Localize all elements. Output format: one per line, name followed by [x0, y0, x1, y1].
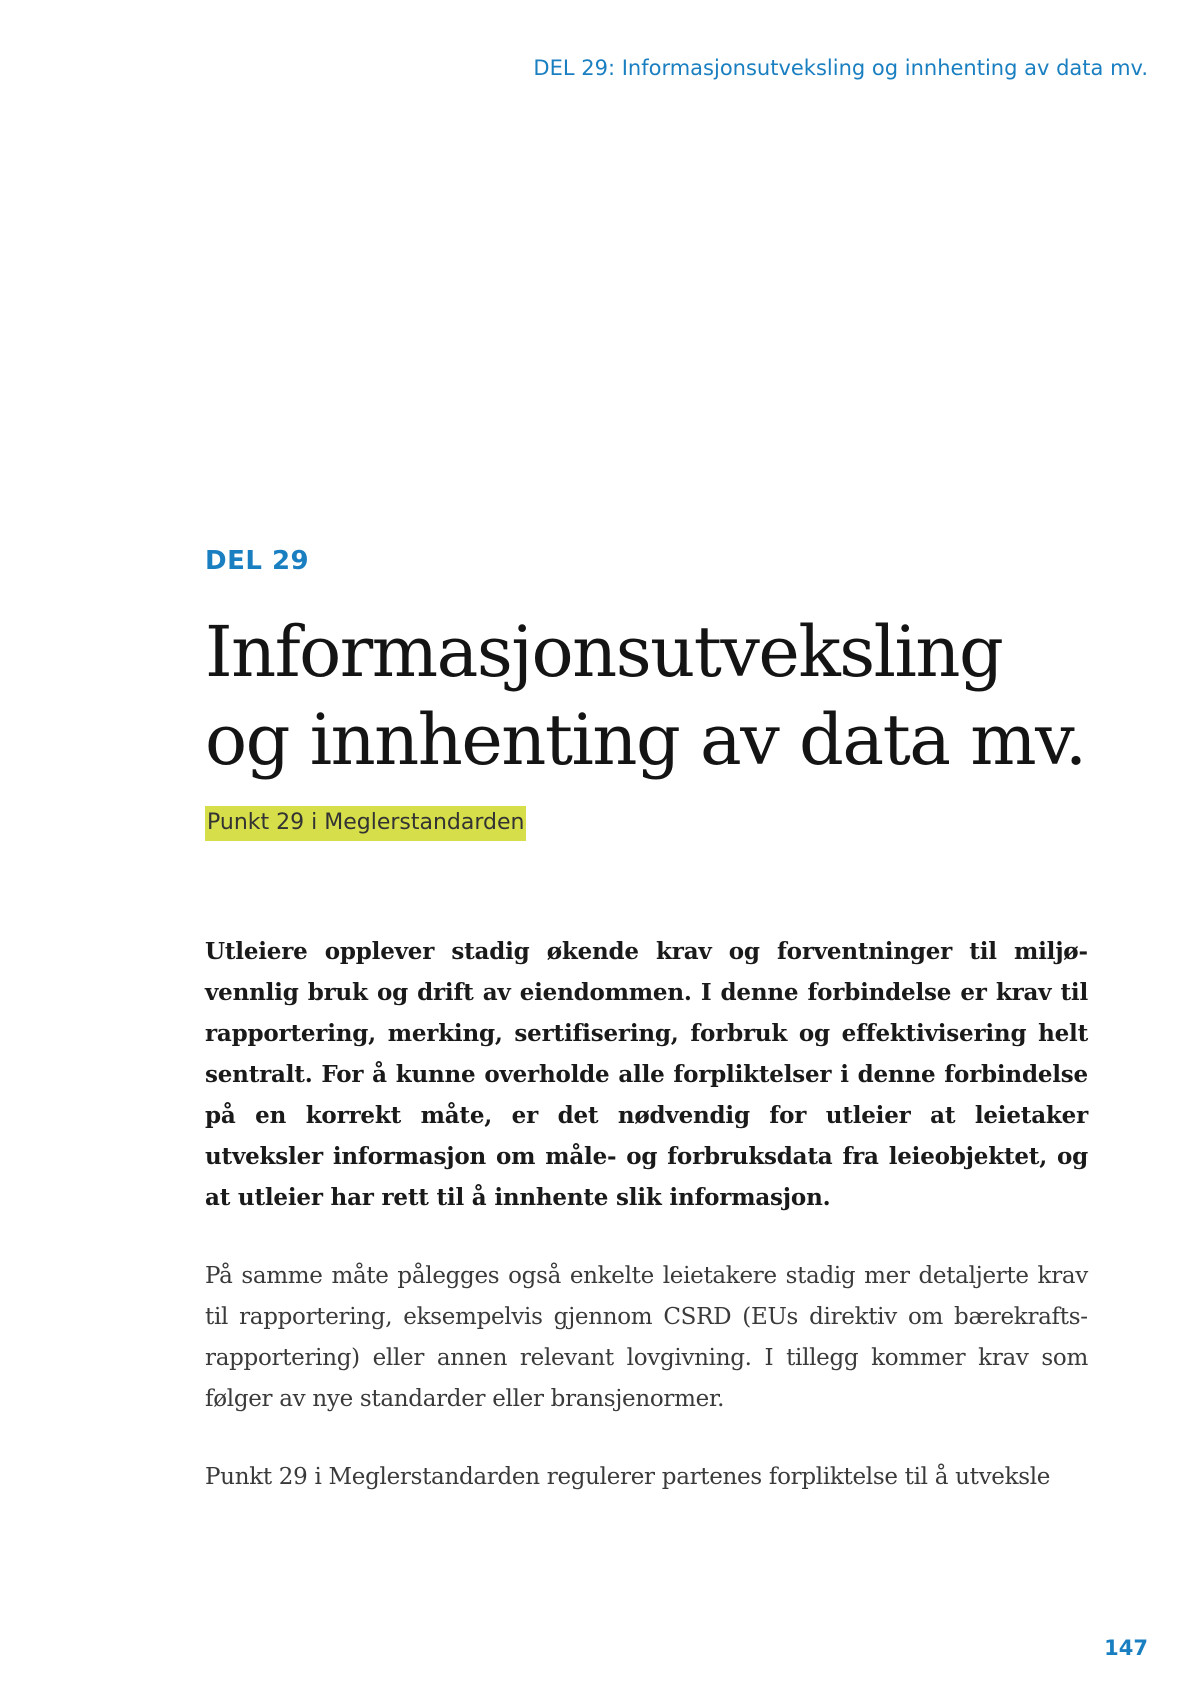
part-label: DEL 29 — [205, 546, 310, 576]
subtitle-highlight: Punkt 29 i Meglerstandarden — [205, 806, 526, 841]
body-paragraph-1: På samme måte pålegges også enkelte leietakere stadig mer detaljerte krav til rapportering, eksempelvis gjennom CSRD (EUs direktiv om bærekraftsrapportering) eller annen relevant lovgivning. I tillegg kommer krav som følger av nye standarder eller bransjenormer. — [205, 1263, 1088, 1412]
chapter-title-line-1: Informasjonsutveksling — [205, 611, 1003, 693]
body-paragraph-2: Punkt 29 i Meglerstandarden regulerer partenes forpliktelse til å utveksle — [205, 1464, 1051, 1490]
page-number: 147 — [1104, 1636, 1148, 1660]
intro-paragraph: Utleiere opplever stadig økende krav og forventninger til miljøvennlig bruk og drift av eiendommen. I denne forbindelse er krav til rapportering, merking, sertifisering, forbruk og effektivisering helt sentralt. For å kunne overholde alle forpliktelser i denne forbindelse på en korrekt måte, er det nødvendig for utleier at leietaker utveksler informasjon om måle- og forbruksdata fra leieobjektet, og at utleier har rett til å innhente slik informasjon. — [205, 938, 1088, 1211]
chapter-title-line-2: og innhenting av data mv. — [205, 699, 1086, 781]
chapter-title — [205, 608, 1105, 784]
running-header: DEL 29: Informasjonsutveksling og innhenting av data mv. — [533, 56, 1148, 80]
